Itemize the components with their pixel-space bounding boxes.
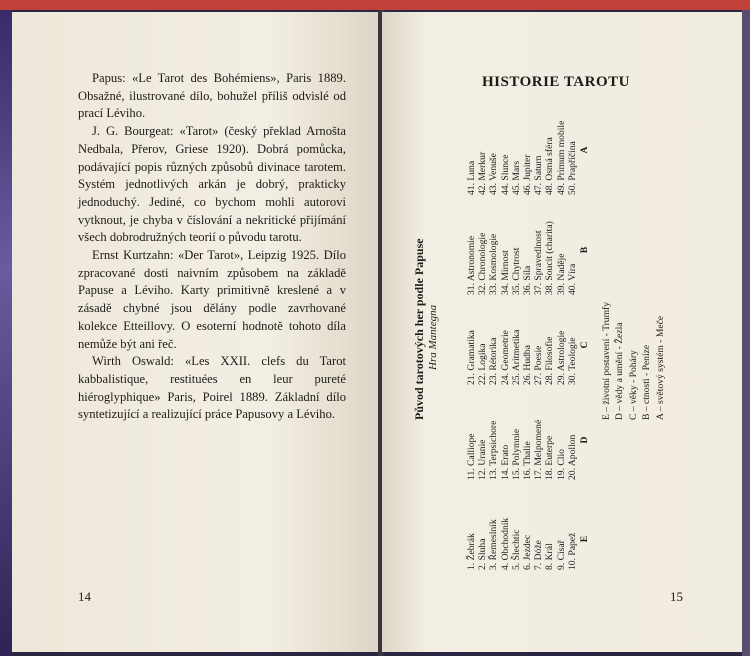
paragraph-kurtzahn: Ernst Kurtzahn: «Der Tarot», Leipzig 1925. Dílo zpracované dosti naivním způsobem na základě Papuse a Léviho. Karty primitivně kreslené a v zásadě chybné jsou dělány podle zavrhované kolekce Etteillovy. O esoterní hodnotě tohoto díla nemůže být ani řeč. bbox=[78, 248, 346, 351]
legend-item: A – světový systém - Meče bbox=[654, 315, 666, 420]
list-item: 38. Soucit (charita) bbox=[544, 221, 556, 295]
paragraph-wirth: Wirth Oswald: «Les XXII. clefs du Tarot kabbalistique, restituées en leur pureté hiéroglyphique» Paris, Poirel 1889. Základní dílo syntetizující a realizující práce Papusovy a Léviho. bbox=[78, 354, 346, 422]
book-edge bbox=[742, 10, 750, 656]
list-item: 21. Gramatika bbox=[466, 330, 477, 385]
list-item: 14. Erato bbox=[499, 444, 511, 480]
list-item: 42. Merkur bbox=[477, 151, 489, 195]
column-a bbox=[466, 105, 590, 195]
list-item: 15. Polymnie bbox=[510, 428, 522, 480]
list-item: 9. Císař bbox=[555, 540, 567, 570]
cover-spine bbox=[0, 10, 12, 656]
list-item: 45. Mars bbox=[510, 160, 522, 195]
list-item: 24. Geometrie bbox=[499, 330, 511, 385]
list-item: 19. Clio bbox=[555, 449, 567, 480]
column-d bbox=[466, 400, 590, 480]
page-number-left: 14 bbox=[78, 589, 91, 604]
column-c bbox=[466, 305, 590, 385]
column-e bbox=[466, 508, 590, 570]
list-item: 10. Papež bbox=[566, 532, 578, 570]
list-item: 30. Teologie bbox=[566, 337, 578, 385]
legend-item: D – vědy a umění - Žezla bbox=[614, 322, 626, 420]
list-item: 40. Víra bbox=[566, 263, 578, 295]
running-header: HISTORIE TAROTU bbox=[482, 74, 630, 90]
list-item: 5. Šlechtic bbox=[510, 529, 522, 570]
list-item: 46. Jupiter bbox=[522, 154, 534, 195]
list-item: 47. Saturn bbox=[533, 155, 545, 195]
list-item: 3. Řemeslník bbox=[488, 519, 500, 570]
list-item: 6. Jezdec bbox=[522, 534, 534, 570]
list-item: 18. Euterpe bbox=[544, 435, 556, 480]
list-item: 8. Král bbox=[544, 543, 556, 570]
list-item: 13. Terpsichore bbox=[488, 420, 500, 480]
list-item: 1. Žebrák bbox=[466, 533, 477, 570]
list-item: 31. Astronomie bbox=[466, 235, 477, 295]
book-cover-edge bbox=[0, 0, 750, 10]
list-item: 2. Sluha bbox=[477, 538, 489, 570]
list-item: 27. Poesie bbox=[533, 345, 545, 385]
legend-item: B – ctnosti - Peníze bbox=[641, 344, 653, 420]
left-page bbox=[12, 12, 380, 652]
list-item: 23. Rétorika bbox=[488, 337, 500, 385]
list-item: 41. Luna bbox=[466, 160, 477, 195]
table-title: Původ tarotových her podle Papuse bbox=[412, 238, 426, 420]
page-number-right: 15 bbox=[670, 589, 683, 604]
paragraph-bourgeat: J. G. Bourgeat: «Tarot» (český překlad Arnošta Nedbala, Přerov, Griese 1920). Dobrá pomůcka, podávající popis různých způsobů divinace tarotem. Systém jednotlivých arkán je dobrý, prakticky jednoduchý. Jediné, co bychom mohli autorovi vytknout, je chyba v číslování a nekritické přijímání všech dobrodružných teorií o původu tarotu. bbox=[78, 124, 346, 245]
list-item: 39. Naděje bbox=[555, 253, 567, 295]
table-subtitle: Hra Mantegna bbox=[427, 304, 439, 370]
column-label-b: B bbox=[579, 246, 591, 254]
column-label-e: E bbox=[579, 535, 591, 543]
list-item: 4. Obchodník bbox=[499, 517, 511, 570]
column-label-c: C bbox=[579, 341, 591, 349]
paragraph-papus: Papus: «Le Tarot des Bohémiens», Paris 1889. Obsažné, ilustrované dílo, bohužel příliš odvislé od prací Léviho. bbox=[78, 71, 346, 121]
list-item: 29. Astrologie bbox=[555, 330, 567, 385]
list-item: 22. Logika bbox=[477, 343, 489, 385]
column-b bbox=[466, 205, 590, 295]
suit-legend bbox=[600, 302, 667, 420]
list-item: 49. Primum mobile bbox=[555, 120, 567, 195]
list-item: 33. Kosmologie bbox=[488, 233, 500, 295]
rotated-table bbox=[414, 100, 704, 570]
right-page bbox=[382, 12, 742, 652]
list-item: 35. Chytrost bbox=[510, 247, 522, 295]
legend-item: E – životní postavení - Trumfy bbox=[601, 301, 612, 420]
list-item: 34. Mírnost bbox=[499, 250, 511, 295]
legend-item: C – věky - Poháry bbox=[627, 350, 639, 420]
list-item: 12. Uranie bbox=[477, 439, 489, 480]
list-item: 7. Dóže bbox=[533, 540, 545, 570]
list-item: 36. Síla bbox=[522, 265, 534, 295]
list-item: 32. Chronologie bbox=[477, 232, 489, 295]
list-item: 26. Hudba bbox=[522, 345, 534, 385]
list-item: 16. Thalie bbox=[522, 441, 534, 480]
list-item: 17. Melpomené bbox=[533, 419, 545, 480]
list-item: 37. Spravedlnost bbox=[533, 230, 545, 295]
list-item: 43. Venuše bbox=[488, 153, 500, 195]
list-item: 48. Osmá sféra bbox=[544, 137, 556, 195]
list-item: 11. Calliope bbox=[466, 433, 477, 480]
list-item: 28. Filosofie bbox=[544, 336, 556, 385]
list-item: 20. Apollon bbox=[566, 434, 578, 480]
bibliography-text bbox=[78, 70, 346, 424]
column-label-a: A bbox=[579, 146, 591, 154]
list-item: 44. Slunce bbox=[499, 154, 511, 195]
column-label-d: D bbox=[579, 436, 591, 444]
list-item: 50. Prapříčina bbox=[566, 141, 578, 195]
list-item: 25. Aritmetika bbox=[510, 329, 522, 385]
